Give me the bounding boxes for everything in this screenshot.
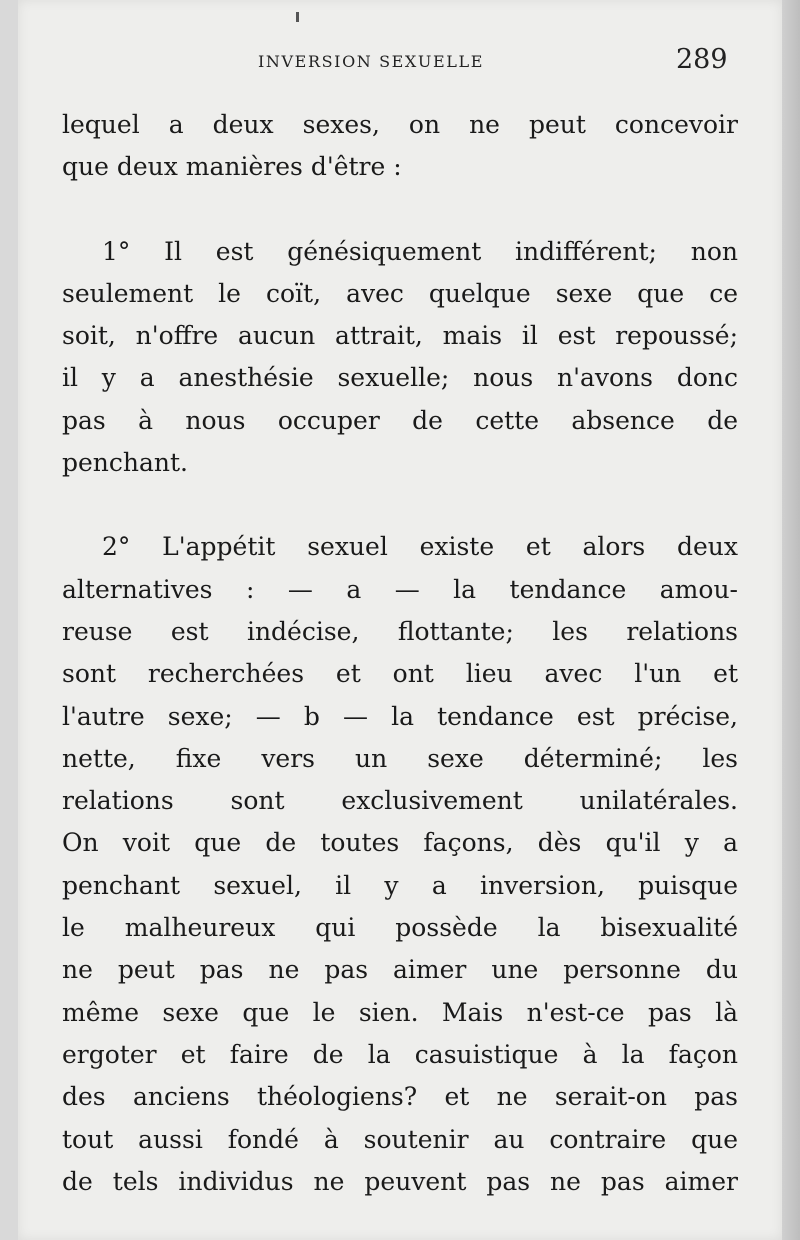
page-number: 289 — [676, 44, 728, 75]
page-edge-shadow — [782, 0, 800, 1240]
book-page — [18, 0, 782, 1240]
text-line: de tels individus ne peuvent pas ne pas aimer — [62, 1166, 738, 1196]
text-line: ne peut pas ne pas aimer une personne du — [62, 955, 738, 985]
text-line: pas à nous occuper de cette absence de — [62, 405, 738, 435]
text-line: soit, n'offre aucun attrait, mais il est repoussé; — [62, 321, 738, 351]
text-line: il y a anesthésie sexuelle; nous n'avons donc — [62, 363, 738, 393]
text-line: des anciens théologiens? et ne serait-on pas — [62, 1082, 738, 1112]
text-line: même sexe que le sien. Mais n'est-ce pas là — [62, 997, 738, 1027]
text-line: On voit que de toutes façons, dès qu'il y a — [62, 828, 738, 858]
text-line: le malheureux qui possède la bisexualité — [62, 913, 738, 943]
paragraph-gap — [62, 189, 738, 231]
text-line: relations sont exclusivement unilatérales. — [62, 786, 738, 816]
print-mark — [296, 12, 299, 22]
text-line: ergoter et faire de la casuistique à la façon — [62, 1039, 738, 1069]
text-line: penchant sexuel, il y a inversion, puisque — [62, 870, 738, 900]
text-line: 1° Il est génésiquement indifférent; non — [102, 236, 738, 266]
text-line: lequel a deux sexes, on ne peut concevoir — [62, 110, 738, 139]
text-line: alternatives : — a — la tendance amou- — [62, 574, 738, 604]
paragraph-gap — [62, 484, 738, 526]
text-line: seulement le coït, avec quelque sexe que ce — [62, 278, 738, 308]
text-line: reuse est indécise, flottante; les relations — [62, 616, 738, 646]
page-header — [18, 44, 782, 84]
body-text — [62, 104, 738, 1203]
running-head: INVERSION SEXUELLE — [258, 52, 485, 71]
text-line: penchant. — [62, 448, 189, 478]
text-line: l'autre sexe; — b — la tendance est précise, — [62, 701, 738, 731]
text-line: sont recherchées et ont lieu avec l'un et — [62, 659, 738, 689]
text-line: tout aussi fondé à soutenir au contraire que — [62, 1124, 738, 1154]
text-line: nette, fixe vers un sexe déterminé; les — [62, 743, 738, 773]
text-line: que deux manières d'être : — [62, 152, 402, 182]
text-line: 2° L'appétit sexuel existe et alors deux — [102, 532, 738, 562]
